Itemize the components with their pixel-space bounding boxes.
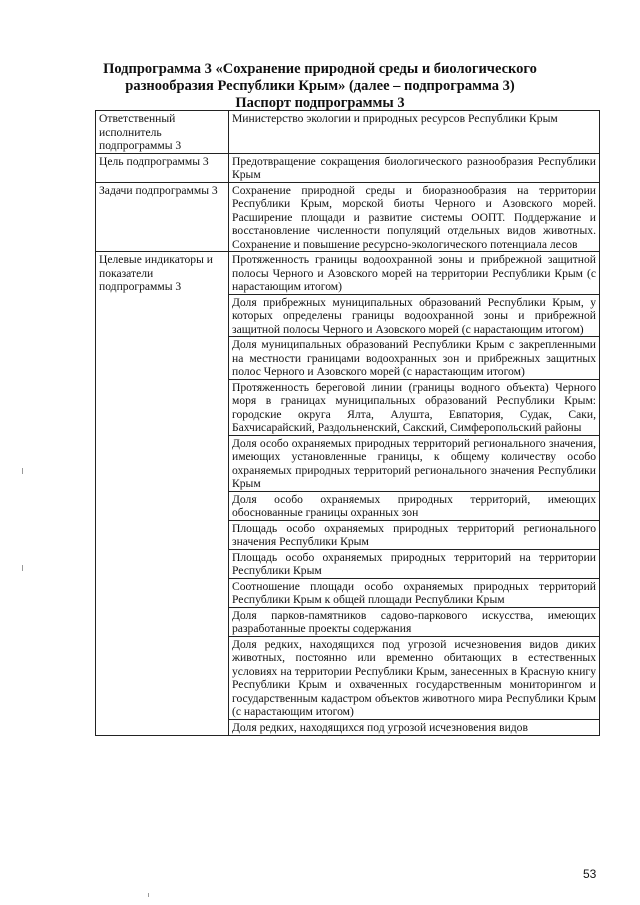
goal-value: Предотвращение сокращения биологического разнообразия Республики Крым [229,153,600,182]
table-row-goal [96,153,600,182]
indicator-item: Доля парков-памятников садово-паркового искусства, имеющих разработанные проекты содержания [229,607,600,636]
indicator-item: Доля особо охраняемых природных территорий регионального значения, имеющих установленные границы, к общему количеству особо охраняемых природных территорий регионального значения Республики Крым [229,435,600,491]
scan-margin-mark [22,565,23,571]
indicator-item: Доля особо охраняемых природных территорий, имеющих обоснованные границы охранных зон [229,491,600,520]
title-line-2: разнообразия Республики Крым» (далее – подпрограмма 3) [125,78,515,94]
scan-margin-mark [148,893,149,897]
indicator-item: Доля муниципальных образований Республики Крым с закрепленными на местности границами водоохранных зон и прибрежных защитных полос Черного и Азовского морей (с нарастающим итогом) [229,337,600,380]
responsible-label: Ответственный исполнитель подпрограммы 3 [96,111,229,154]
table-row-responsible [96,111,600,154]
indicator-item: Соотношение площади особо охраняемых природных территорий Республики Крым к общей площади Республики Крым [229,578,600,607]
indicator-item: Протяженность границы водоохранной зоны и прибрежной защитной полосы Черного и Азовского морей на территории Республики Крым (с нарастающим итогом) [229,252,600,295]
table-row-tasks [96,182,600,252]
indicator-item: Доля редких, находящихся под угрозой исчезновения видов [229,719,600,735]
table-row-indicator [96,252,600,295]
indicator-item: Доля прибрежных муниципальных образований Республики Крым, у которых определены границы водоохранной зоны и прибрежной защитной полосы Черного и Азовского морей (с нарастающим итогом) [229,294,600,337]
indicators-label: Целевые индикаторы и показатели подпрограммы 3 [96,252,229,736]
passport-table [95,110,600,736]
tasks-label: Задачи подпрограммы 3 [96,182,229,252]
document-title [60,61,580,112]
scan-margin-mark [22,468,23,474]
tasks-value: Сохранение природной среды и биоразнообразия на территории Республики Крым, морской биоты Черного и Азовского морей. Расширение площади и развитие системы ООПТ. Поддержание и восстановление численности популяций отдельных видов животных. Сохранение и повышение ресурсно-экологического потенциала лесов [229,182,600,252]
indicator-item: Доля редких, находящихся под угрозой исчезновения видов диких животных, постоянно или временно обитающих в естественных условиях на территории Республики Крым, занесенных в Красную книгу Республики Крым и охваченных государственным мониторингом и государственным кадастром объектов животного мира Республики Крым (с нарастающим итогом) [229,636,600,719]
title-line-1: Подпрограмма 3 «Сохранение природной среды и биологического [103,61,537,77]
goal-label: Цель подпрограммы 3 [96,153,229,182]
title-line-3: Паспорт подпрограммы 3 [235,95,405,111]
indicator-item: Площадь особо охраняемых природных территорий регионального значения Республики Крым [229,520,600,549]
indicator-item: Площадь особо охраняемых природных территорий на территории Республики Крым [229,549,600,578]
page-number: 53 [583,867,597,881]
indicator-item: Протяженность береговой линии (границы водного объекта) Черного моря в границах муниципальных образований Республики Крым: городские округа Ялта, Алушта, Евпатория, Судак, Саки, Бахчисарайский, Раздольненский, Сакский, Симферопольский районы [229,379,600,435]
responsible-value: Министерство экологии и природных ресурсов Республики Крым [229,111,600,154]
